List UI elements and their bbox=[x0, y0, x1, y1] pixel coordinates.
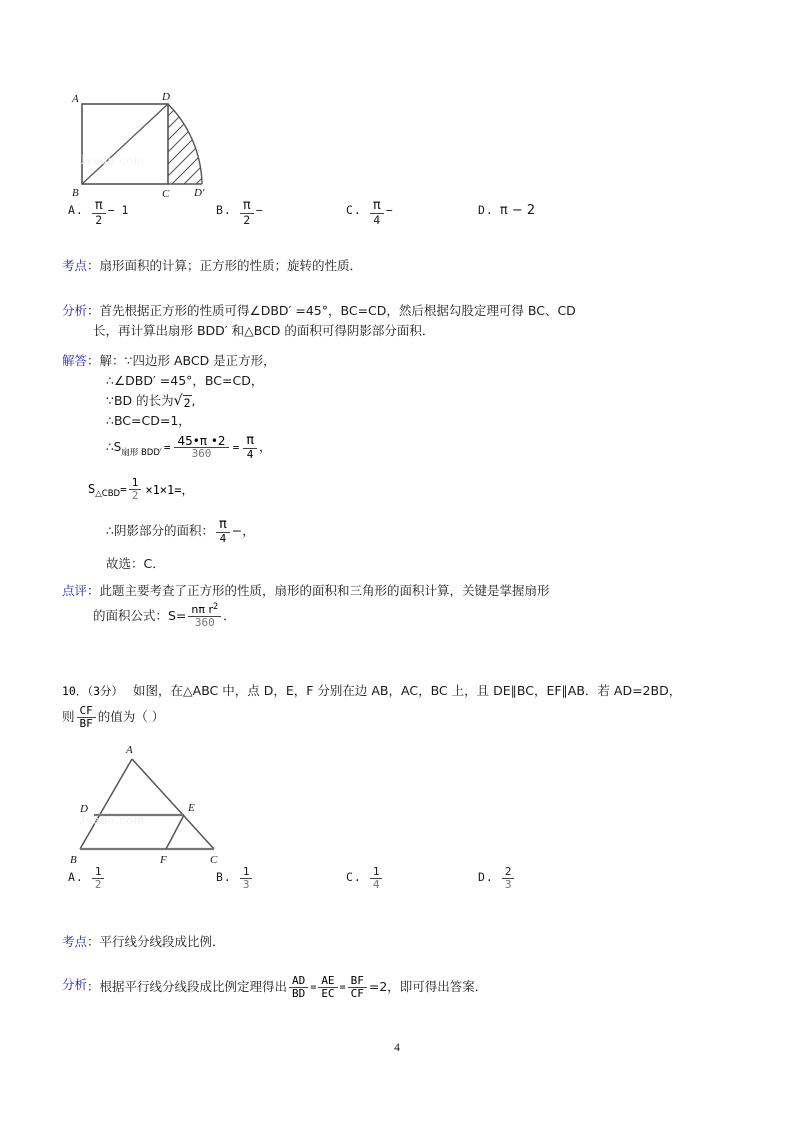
area-frac-num bbox=[188, 603, 221, 617]
option-a[interactable] bbox=[68, 199, 128, 226]
figure2-label-C: C bbox=[210, 854, 218, 866]
q10-option-d-tag: D. bbox=[478, 870, 494, 884]
fenxi-line-2 bbox=[62, 321, 752, 341]
sector-fraction-2 bbox=[243, 434, 257, 460]
question10-stem bbox=[62, 681, 772, 729]
figure2-label-A: A bbox=[126, 744, 133, 756]
fenxi-f2-den: EC bbox=[321, 986, 335, 1000]
cf-bf-numerator: CF bbox=[77, 705, 96, 718]
area-frac-num-exponent: 2 bbox=[213, 602, 219, 612]
option-b-numerator: π bbox=[240, 199, 254, 214]
question10-options bbox=[68, 866, 768, 910]
sector-prefix: ∴S bbox=[106, 440, 122, 455]
option-b-tag: B. bbox=[216, 203, 232, 217]
dianping-line-2 bbox=[62, 603, 762, 629]
fenxi-f1-num: AD bbox=[289, 975, 308, 988]
q10-option-a-tag: A. bbox=[68, 870, 84, 884]
shaded-fraction bbox=[216, 518, 230, 544]
figure1-label-C: C bbox=[162, 188, 170, 198]
question10-stem-line-1 bbox=[62, 681, 772, 701]
area-frac-den: 360 bbox=[194, 616, 215, 630]
sector-tail: ， bbox=[259, 439, 272, 455]
question9-kaodian-row bbox=[62, 256, 362, 276]
sector-frac2-num: π bbox=[243, 434, 257, 449]
q10-option-a-fraction bbox=[92, 866, 105, 890]
q10-fenxi-text-pre: ：根据平行线分线段成比例定理得出 bbox=[87, 979, 288, 995]
watermark-2: Jyeoo.com bbox=[80, 812, 145, 827]
option-a-denominator: 2 bbox=[95, 212, 103, 227]
q10-fenxi-label: 分析 bbox=[62, 977, 88, 992]
question10-fenxi-row bbox=[62, 975, 487, 999]
sector-frac2-den: 4 bbox=[246, 447, 254, 461]
fenxi-line-1 bbox=[62, 301, 752, 321]
jieda-line-6 bbox=[88, 477, 193, 501]
figure1-svg bbox=[70, 88, 235, 198]
figure2-label-F: F bbox=[160, 854, 167, 866]
radical-icon: √ bbox=[173, 393, 183, 409]
question9-dianping-block bbox=[62, 581, 762, 629]
question10-stem-text-2-pre: 则 bbox=[62, 709, 75, 725]
dianping-line-1 bbox=[62, 581, 762, 601]
jieda-text-2: ∴∠DBD′ =45°，BC=CD， bbox=[106, 373, 264, 388]
area-frac-num-text: nπ r bbox=[191, 602, 214, 616]
question9-options bbox=[68, 199, 768, 243]
option-c-tag: C. bbox=[346, 203, 362, 217]
sector-frac1-num: 45•π •2 bbox=[174, 435, 228, 449]
area-formula-fraction bbox=[188, 603, 221, 629]
q10-option-b-numerator: 1 bbox=[240, 866, 253, 879]
option-c-numerator: π bbox=[370, 199, 384, 214]
sector-subscript: 扇形 BDD′ bbox=[121, 448, 162, 459]
figure-triangle-abc bbox=[62, 735, 262, 875]
jieda-label: 解答 bbox=[62, 353, 88, 368]
figure2-label-D: D bbox=[80, 803, 88, 815]
q10-kaodian-label: 考点 bbox=[62, 934, 88, 949]
jieda-text-3-post: , bbox=[191, 393, 196, 408]
shaded-frac-num: π bbox=[216, 518, 230, 533]
figure1-label-Dprime: D′ bbox=[194, 187, 205, 198]
option-b-fraction bbox=[240, 199, 254, 226]
option-c[interactable] bbox=[346, 199, 393, 226]
jieda-line-8 bbox=[106, 554, 165, 574]
q10-option-d-fraction bbox=[502, 866, 515, 890]
figure1-label-A: A bbox=[72, 93, 79, 105]
kaodian-label: 考点 bbox=[62, 258, 88, 273]
jieda-line-1 bbox=[62, 351, 752, 371]
jieda-line-4 bbox=[62, 411, 752, 431]
figure1-label-B: B bbox=[72, 187, 79, 198]
fenxi-f3-num: BF bbox=[348, 975, 367, 988]
option-d-value: π − 2 bbox=[499, 203, 536, 218]
option-d-tag: D. bbox=[478, 203, 494, 217]
sector-equals-2: = bbox=[232, 440, 240, 454]
fenxi-fraction-bf-cf bbox=[348, 975, 367, 999]
fenxi-text-2: 长，再计算出扇形 BDD′ 和△BCD 的面积可得阴影部分面积． bbox=[93, 323, 435, 338]
figure1-label-D: D bbox=[162, 91, 170, 103]
shaded-prefix: ∴阴影部分的面积： bbox=[106, 523, 214, 539]
q10-kaodian-text: ：平行线分线段成比例． bbox=[87, 934, 225, 949]
dianping-label: 点评 bbox=[62, 583, 88, 598]
option-b[interactable] bbox=[216, 199, 263, 226]
question10-stem-line-2 bbox=[62, 705, 772, 729]
jieda-text-4: ∴BC=CD=1， bbox=[106, 413, 191, 428]
question10-stem-text-1: 如图，在△ABC 中，点 D，E，F 分别在边 AB，AC，BC 上，且 DE∥BC，EF∥AB．若 AD=2BD， bbox=[133, 683, 682, 698]
cf-bf-fraction bbox=[77, 705, 96, 729]
figure2-svg bbox=[62, 735, 262, 875]
jieda-line-5 bbox=[106, 434, 272, 460]
fenxi-text-1: ：首先根据正方形的性质可得∠DBD′ =45°，BC=CD，然后根据勾股定理可得 BC、CD bbox=[87, 303, 576, 318]
option-a-numerator: π bbox=[92, 199, 106, 214]
jieda-line-2 bbox=[62, 371, 752, 391]
q10-option-c-fraction bbox=[370, 866, 383, 890]
triangle-frac-den: 2 bbox=[131, 488, 139, 502]
q10-option-d-numerator: 2 bbox=[502, 866, 515, 879]
dianping-text-2-pre: 的面积公式：S= bbox=[93, 607, 187, 623]
shaded-tail: −， bbox=[231, 523, 255, 539]
jieda-text-3-pre: ∵BD 的长为 bbox=[106, 393, 174, 408]
sector-frac1-den: 360 bbox=[191, 447, 212, 461]
fenxi-f2-num: AE bbox=[318, 975, 337, 988]
q10-option-b-denominator: 3 bbox=[242, 877, 250, 891]
q10-option-d-denominator: 3 bbox=[504, 877, 512, 891]
q10-option-c-denominator: 4 bbox=[372, 877, 380, 891]
question9-jieda-block bbox=[62, 351, 752, 431]
fenxi-fraction-ad-bd bbox=[289, 975, 308, 999]
jieda-line-7 bbox=[106, 518, 255, 544]
fenxi-f3-den: CF bbox=[350, 986, 364, 1000]
fenxi-equals-1: = bbox=[310, 981, 317, 993]
sqrt-expression bbox=[174, 394, 192, 410]
jieda-line-3 bbox=[62, 391, 752, 411]
option-d[interactable] bbox=[478, 199, 535, 218]
answer-text: 故选：C． bbox=[106, 556, 165, 571]
sector-fraction-1 bbox=[174, 435, 228, 460]
question9-fenxi-block bbox=[62, 301, 752, 341]
question10-kaodian-row bbox=[62, 932, 225, 952]
dianping-text-2-post: ． bbox=[223, 607, 236, 623]
option-b-trailing: − bbox=[255, 203, 263, 217]
q10-fenxi-text-post: =2，即可得出答案． bbox=[368, 979, 488, 995]
kaodian-text: ：扇形面积的计算；正方形的性质；旋转的性质． bbox=[87, 258, 363, 273]
q10-option-c[interactable] bbox=[346, 866, 384, 890]
triangle-prefix: S bbox=[88, 482, 96, 497]
triangle-frac-num: 1 bbox=[129, 477, 142, 490]
triangle-tail: ×1×1=， bbox=[145, 482, 194, 497]
figure2-label-E: E bbox=[188, 802, 195, 814]
option-c-trailing: − bbox=[385, 203, 393, 217]
option-b-denominator: 2 bbox=[243, 212, 251, 227]
cf-bf-denominator: BF bbox=[79, 716, 93, 730]
figure2-label-B: B bbox=[70, 854, 77, 866]
fenxi-equals-2: = bbox=[339, 981, 346, 993]
watermark: Jyeoo.com bbox=[80, 152, 145, 167]
shaded-frac-den: 4 bbox=[219, 531, 227, 545]
q10-option-d[interactable] bbox=[478, 866, 516, 890]
triangle-subscript: △CBD bbox=[95, 489, 121, 500]
fenxi-f1-den: BD bbox=[292, 986, 306, 1000]
q10-option-b-tag: B. bbox=[216, 870, 232, 884]
jieda-text-1: ：解：∵四边形 ABCD 是正方形， bbox=[87, 353, 276, 368]
sqrt-radicand: 2 bbox=[183, 396, 191, 410]
question10-number: 10．（3分） bbox=[62, 684, 124, 698]
dianping-text-1: ：此题主要考查了正方形的性质，扇形的面积和三角形的面积计算，关键是掌握扇形 bbox=[87, 583, 550, 598]
question10-stem-text-2-post: 的值为（ ） bbox=[97, 709, 165, 725]
fenxi-label: 分析 bbox=[62, 303, 88, 318]
q10-option-b[interactable] bbox=[216, 866, 254, 890]
q10-option-c-numerator: 1 bbox=[370, 866, 383, 879]
q10-option-a[interactable] bbox=[68, 866, 106, 890]
option-c-denominator: 4 bbox=[373, 212, 381, 227]
q10-option-a-denominator: 2 bbox=[94, 877, 102, 891]
fenxi-fraction-ae-ec bbox=[318, 975, 337, 999]
triangle-equals: = bbox=[120, 482, 127, 496]
option-a-tag: A. bbox=[68, 203, 84, 217]
q10-option-a-numerator: 1 bbox=[92, 866, 105, 879]
option-a-trailing: − 1 bbox=[107, 203, 129, 217]
option-a-fraction bbox=[92, 199, 106, 226]
q10-option-c-tag: C. bbox=[346, 870, 362, 884]
q10-option-b-fraction bbox=[240, 866, 253, 890]
triangle-fraction bbox=[129, 477, 142, 501]
sector-equals-1: = bbox=[163, 440, 171, 454]
option-c-fraction bbox=[370, 199, 384, 226]
page-number: 4 bbox=[394, 1040, 400, 1054]
figure-square-abcd-arc bbox=[70, 88, 235, 198]
